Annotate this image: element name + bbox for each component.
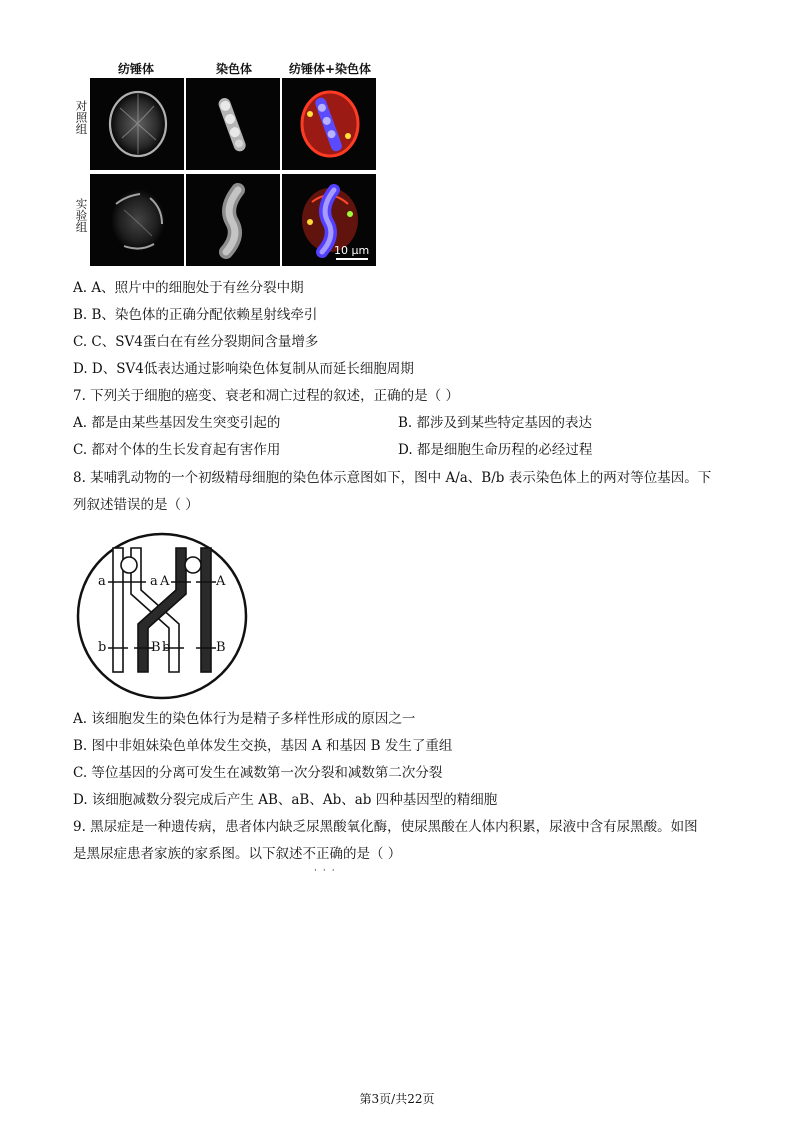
q7-stem: 7. 下列关于细胞的癌变、衰老和凋亡过程的叙述，正确的是（ ） bbox=[73, 388, 459, 404]
q7-option-b: B. 都涉及到某些特定基因的表达 bbox=[398, 415, 593, 431]
q8-stem-line1: 8. 某哺乳动物的一个初级精母细胞的染色体示意图如下，图中 A/a、B/b 表示染色体上的两对等位基因。下 bbox=[73, 470, 712, 486]
panel-control-spindle bbox=[90, 78, 184, 170]
col-header-spindle: 纺锤体 bbox=[117, 62, 154, 76]
page-footer: 第3页/共22页 bbox=[359, 1092, 435, 1106]
q6-option-b: B. B、染色体的正确分配依赖星射线牵引 bbox=[73, 307, 318, 323]
col-header-merged: 纺锤体+染色体 bbox=[288, 62, 372, 76]
q7-option-d: D. 都是细胞生命历程的必经过程 bbox=[398, 442, 593, 458]
q8-stem-line2: 列叙述错误的是（ ） bbox=[73, 497, 199, 513]
panel-experiment-spindle bbox=[90, 174, 184, 266]
q6-option-c: C. C、SV4蛋白在有丝分裂期间含量增多 bbox=[73, 334, 319, 350]
panel-experiment-merged bbox=[282, 174, 376, 266]
panel-control-chromosome bbox=[186, 78, 280, 170]
panel-control-merged bbox=[282, 78, 376, 170]
q6-option-d: D. D、SV4低表达通过影响染色体复制从而延长细胞周期 bbox=[73, 361, 414, 377]
row-label-control-text: 对照组 bbox=[74, 100, 89, 135]
q7-option-a: A. 都是由某些基因发生突变引起的 bbox=[73, 415, 281, 431]
q9-stem-line2: 是黑尿症患者家族的家系图。以下叙述不正确的是（ ） bbox=[73, 846, 402, 862]
row-label-experiment-text: 实验组 bbox=[74, 198, 89, 233]
q8-option-d: D. 该细胞减数分裂完成后产生 AB、aB、Ab、ab 四种基因型的精细胞 bbox=[73, 792, 498, 808]
q9-emphasis-dots: ··· bbox=[314, 866, 341, 876]
gene-label-b-left: b bbox=[98, 640, 107, 655]
scale-bar-label: 10 μm bbox=[334, 244, 370, 257]
chromosome-crossover-diagram bbox=[76, 532, 248, 700]
row-label-control bbox=[74, 100, 88, 138]
col-header-chromosome: 染色体 bbox=[215, 62, 252, 76]
gene-label-B-mid: B bbox=[151, 640, 161, 655]
gene-label-a-mid: a bbox=[150, 574, 158, 589]
q7-option-c: C. 都对个体的生长发育起有害作用 bbox=[73, 442, 281, 458]
gene-label-A-right: A bbox=[216, 574, 226, 589]
gene-label-B-right: B bbox=[216, 640, 226, 655]
scale-bar bbox=[336, 258, 368, 260]
row-label-experiment bbox=[74, 198, 88, 236]
gene-label-A-mid: A bbox=[160, 574, 170, 589]
q8-option-c: C. 等位基因的分离可发生在减数第一次分裂和减数第二次分裂 bbox=[73, 765, 443, 781]
q9-stem-line1: 9. 黑尿症是一种遗传病，患者体内缺乏尿黑酸氧化酶，使尿黑酸在人体内积累，尿液中含有尿黑酸。如图 bbox=[73, 819, 698, 835]
q6-option-a: A. A、照片中的细胞处于有丝分裂中期 bbox=[73, 280, 304, 296]
gene-label-b-mid: b bbox=[162, 640, 171, 655]
gene-label-a-left: a bbox=[98, 574, 106, 589]
panel-experiment-chromosome bbox=[186, 174, 280, 266]
q8-option-a: A. 该细胞发生的染色体行为是精子多样性形成的原因之一 bbox=[73, 711, 416, 727]
q8-option-b: B. 图中非姐妹染色单体发生交换，基因 A 和基因 B 发生了重组 bbox=[73, 738, 453, 754]
